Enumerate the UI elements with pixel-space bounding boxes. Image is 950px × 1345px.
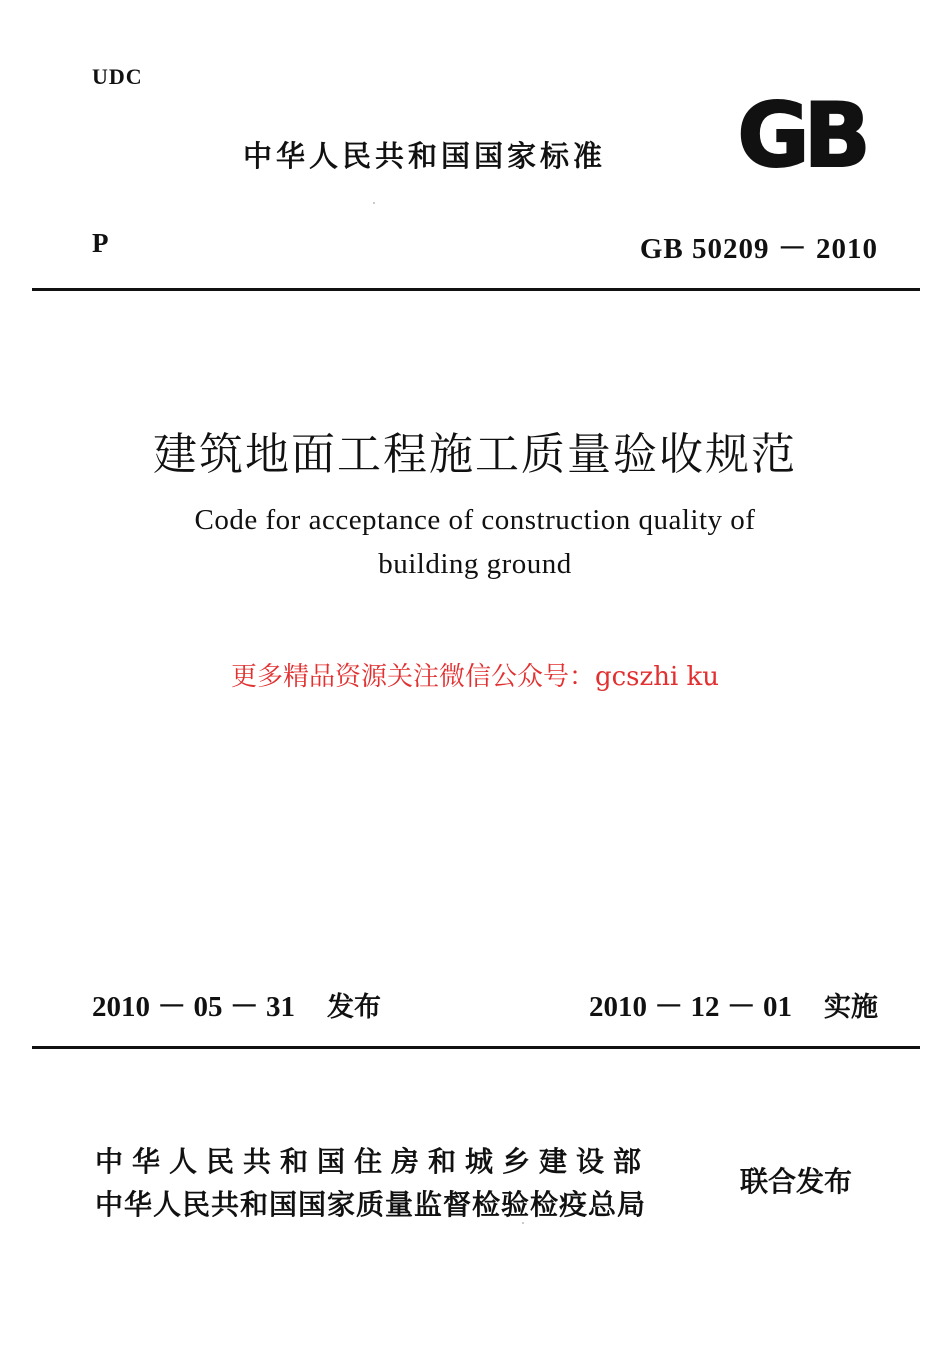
national-standard-heading: 中华人民共和国国家标准 bbox=[243, 139, 607, 173]
issuer-ministry: 中华人民共和国住房和城乡建设部 bbox=[95, 1145, 651, 1178]
title-english-line1: Code for acceptance of construction quality of bbox=[194, 504, 756, 536]
top-divider bbox=[32, 288, 920, 291]
scan-speck bbox=[373, 202, 375, 204]
title-english bbox=[0, 498, 950, 586]
effective-date: 2010 － 12 － 01 bbox=[588, 991, 792, 1023]
effective-date-block bbox=[589, 984, 878, 1025]
effective-label: 实施 bbox=[824, 992, 878, 1023]
bottom-divider bbox=[32, 1046, 920, 1049]
joint-issue-label: 联合发布 bbox=[740, 1165, 853, 1198]
issuer-aqsiq: 中华人民共和国国家质量监督检验检疫总局 bbox=[95, 1188, 647, 1221]
udc-label: UDC bbox=[92, 64, 143, 89]
standard-number: GB 50209 － 2010 bbox=[639, 233, 878, 265]
classification-code: P bbox=[92, 228, 109, 258]
issue-date: 2010 － 05 － 31 bbox=[92, 991, 296, 1023]
gb-logo-text: GB bbox=[737, 92, 865, 174]
issue-label: 发布 bbox=[327, 992, 382, 1023]
title-chinese: 建筑地面工程施工质量验收规范 bbox=[153, 429, 797, 480]
issue-date-block bbox=[92, 984, 381, 1025]
title-english-line2: building ground bbox=[378, 548, 572, 580]
gb-logo bbox=[722, 92, 880, 174]
promo-notice: 更多精品资源关注微信公众号：gcszhi ku bbox=[230, 662, 720, 692]
